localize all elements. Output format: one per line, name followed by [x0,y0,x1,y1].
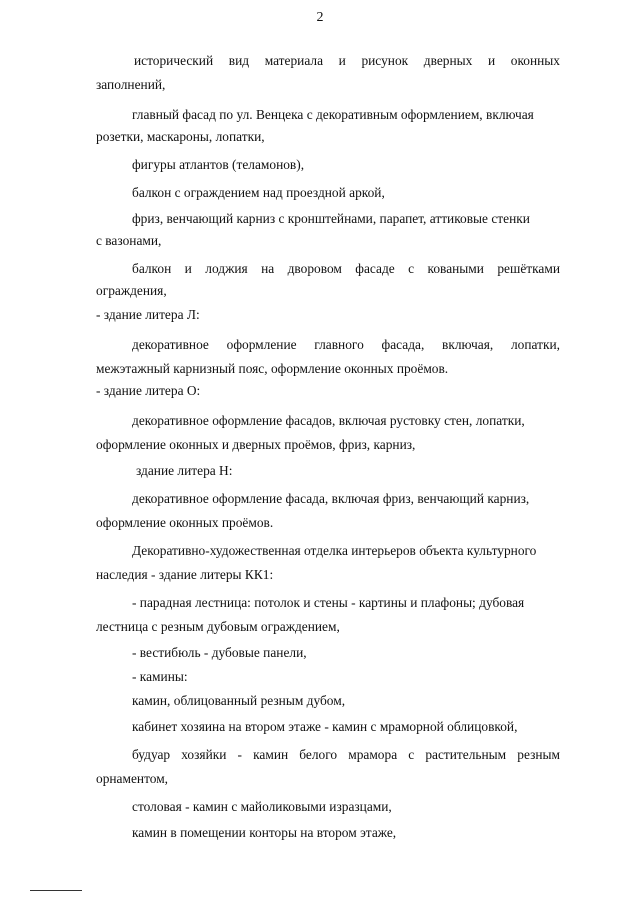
text-line: фигуры атлантов (теламонов), [132,157,305,172]
text-line: - здание литера Л: [96,307,200,322]
text-line: Декоративно-художественная отделка интерьеров объекта культурного [132,543,537,558]
text-line: - вестибюль - дубовые панели, [132,645,307,660]
text-line: балкон с ограждением над проездной аркой, [132,185,385,200]
text-line: главный фасад по ул. Венцека с декоративным оформлением, включая [132,107,534,122]
text-line: лестница с резным дубовым ограждением, [96,619,340,634]
text-line: фриз, венчающий карниз с кронштейнами, парапет, аттиковые стенки [132,211,530,226]
text-line: розетки, маскароны, лопатки, [96,129,265,144]
text-line: кабинет хозяина на втором этаже - камин с мраморной облицовкой, [132,719,518,734]
text-line: оформление оконных проёмов. [96,515,274,530]
text-line: - здание литера О: [96,383,201,398]
text-line: будуар хозяйки - камин белого мрамора с растительным резным [132,747,560,762]
text-line: с вазонами, [96,233,162,248]
text-line: камин в помещении конторы на втором этаже, [132,825,397,840]
page-number: 2 [316,10,324,25]
footer-rule [30,890,82,891]
text-line: орнаментом, [96,771,169,786]
text-line: исторический вид материала и рисунок дверных и оконных [134,53,560,68]
text-line: декоративное оформление фасада, включая фриз, венчающий карниз, [132,491,530,506]
text-line: - парадная лестница: потолок и стены - картины и плафоны; дубовая [132,595,525,610]
text-line: балкон и лоджия на дворовом фасаде с коваными решётками [132,261,560,276]
text-line: столовая - камин с майоликовыми изразцами, [132,799,392,814]
text-line: заполнений, [96,77,166,92]
text-line: межэтажный карнизный пояс, оформление оконных проёмов. [96,361,449,376]
text-line: оформление оконных и дверных проёмов, фриз, карниз, [96,437,416,452]
text-line: камин, облицованный резным дубом, [132,693,346,708]
text-line: здание литера Н: [136,463,233,478]
text-line: декоративное оформление главного фасада, включая, лопатки, [132,337,560,352]
text-line: ограждения, [96,283,167,298]
text-line: - камины: [132,669,188,684]
text-line: наследия - здание литеры КК1: [96,567,274,582]
text-line: декоративное оформление фасадов, включая рустовку стен, лопатки, [132,413,525,428]
